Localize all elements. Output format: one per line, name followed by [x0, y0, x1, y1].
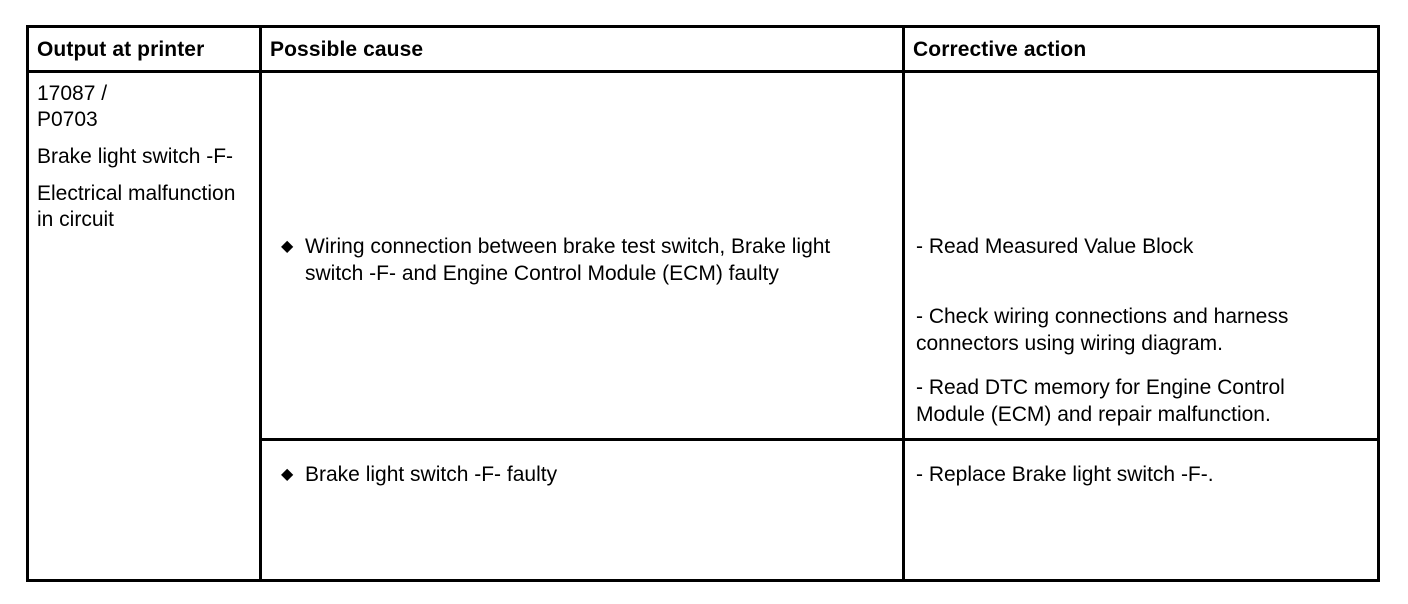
fault-code-line1: 17087 /: [37, 82, 108, 105]
cause-text-2: Brake light switch -F- faulty: [305, 463, 558, 486]
diamond-icon: ◆: [281, 466, 294, 483]
fault-component: Brake light switch -F-: [37, 145, 234, 168]
output-cell: [29, 73, 262, 579]
fault-description: Electrical malfunction in circuit: [37, 182, 236, 231]
action-read-measured-value: - Read Measured Value Block: [916, 235, 1194, 258]
fault-code-line2: P0703: [37, 108, 98, 131]
fault-code: [37, 81, 251, 133]
diamond-icon: ◆: [281, 238, 294, 255]
action-cell-1: [905, 73, 1377, 441]
cause-cell-2: [262, 441, 905, 579]
header-output-at-printer: Output at printer: [29, 28, 262, 73]
cause-cell-1: [262, 73, 905, 441]
action-read-dtc-memory: - Read DTC memory for Engine Control Module (ECM) and repair malfunction.: [916, 376, 1285, 426]
action-replace-switch: - Replace Brake light switch -F-.: [916, 463, 1214, 486]
cause-item-2: [281, 461, 882, 488]
action-cell-2: [905, 441, 1377, 579]
header-possible-cause: Possible cause: [262, 28, 905, 73]
diagnostic-table: [26, 25, 1380, 582]
action-check-wiring: - Check wiring connections and harness connectors using wiring diagram.: [916, 305, 1289, 355]
header-corrective-action: Corrective action: [905, 28, 1377, 73]
cause-text-1: Wiring connection between brake test switch, Brake light switch -F- and Engine Control Module (ECM) faulty: [305, 235, 831, 285]
cause-item-1: [281, 233, 882, 287]
